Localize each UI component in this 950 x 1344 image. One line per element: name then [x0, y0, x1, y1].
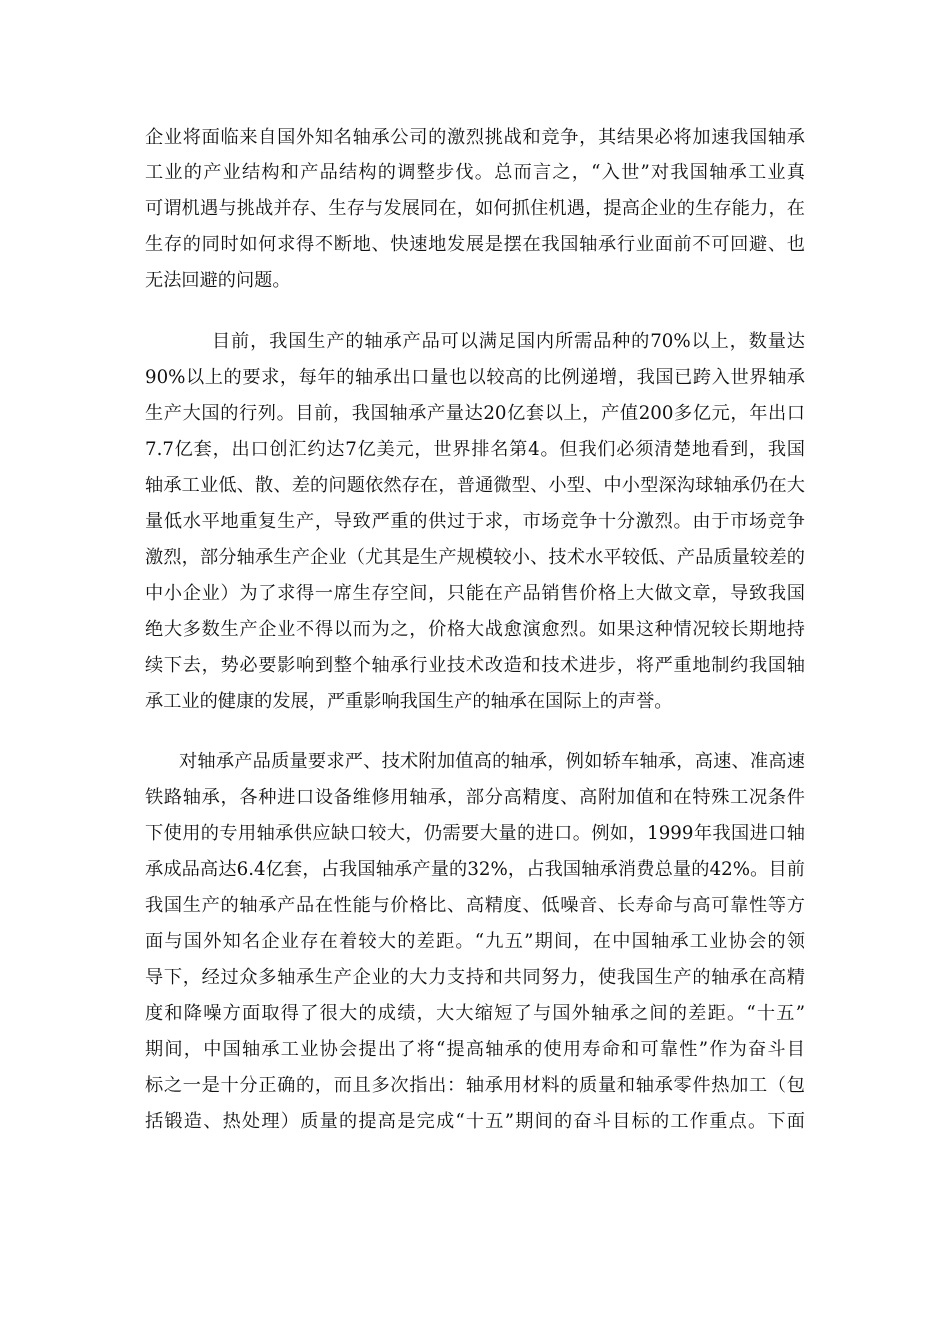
- text-line: 下使用的专用轴承供应缺口较大，仍需要大量的进口。例如，1999年我国进口轴: [145, 823, 805, 844]
- text-line: 无法回避的问题。: [145, 270, 291, 291]
- text-line: 绝大多数生产企业不得以而为之，价格大战愈演愈烈。如果这种情况较长期地持: [145, 619, 805, 640]
- text-line: 承成品高达6.4亿套，占我国轴承产量的32%，占我国轴承消费总量的42%。目前: [145, 859, 805, 880]
- text-line: 生产大国的行列。目前，我国轴承产量达20亿套以上，产值200多亿元，年出口: [145, 403, 805, 424]
- text-line: 对轴承产品质量要求严、技术附加值高的轴承，例如轿车轴承，高速、准高速: [179, 751, 805, 772]
- text-line: 7.7亿套，出口创汇约达7亿美元，世界排名第4。但我们必须清楚地看到，我国: [145, 439, 805, 460]
- text-line: 铁路轴承，各种进口设备维修用轴承，部分高精度、高附加值和在特殊工况条件: [145, 787, 805, 808]
- text-line: 量低水平地重复生产，导致严重的供过于求，市场竞争十分激烈。由于市场竞争: [145, 511, 805, 532]
- text-line: 生存的同时如何求得不断地、快速地发展是摆在我国轴承行业面前不可回避、也: [145, 234, 805, 255]
- text-line: 激烈，部分轴承生产企业（尤其是生产规模较小、技术水平较低、产品质量较差的: [145, 547, 805, 568]
- text-line: 目前，我国生产的轴承产品可以满足国内所需品种的70%以上，数量达: [212, 331, 805, 352]
- text-line: 续下去，势必要影响到整个轴承行业技术改造和技术进步，将严重地制约我国轴: [145, 655, 805, 676]
- text-line: 轴承工业低、散、差的问题依然存在，普通微型、小型、中小型深沟球轴承仍在大: [145, 475, 805, 496]
- text-line: 括锻造、热处理）质量的提高是完成“十五”期间的奋斗目标的工作重点。下面: [145, 1111, 805, 1132]
- text-line: 期间，中国轴承工业协会提出了将“提高轴承的使用寿命和可靠性”作为奋斗目: [145, 1039, 805, 1060]
- text-line: 工业的产业结构和产品结构的调整步伐。总而言之，“入世”对我国轴承工业真: [145, 162, 805, 183]
- text-line: 标之一是十分正确的，而且多次指出：轴承用材料的质量和轴承零件热加工（包: [145, 1075, 805, 1096]
- text-line: 度和降噪方面取得了很大的成绩，大大缩短了与国外轴承之间的差距。“十五”: [145, 1003, 805, 1024]
- text-line: 企业将面临来自国外知名轴承公司的激烈挑战和竞争，其结果必将加速我国轴承: [145, 127, 805, 148]
- text-line: 中小企业）为了求得一席生存空间，只能在产品销售价格上大做文章，导致我国: [145, 583, 805, 604]
- text-line: 我国生产的轴承产品在性能与价格比、高精度、低噪音、长寿命与高可靠性等方: [145, 895, 805, 916]
- text-line: 90%以上的要求，每年的轴承出口量也以较高的比例递增，我国已跨入世界轴承: [145, 367, 805, 388]
- text-line: 导下，经过众多轴承生产企业的大力支持和共同努力，使我国生产的轴承在高精: [145, 967, 805, 988]
- text-line: 承工业的健康的发展，严重影响我国生产的轴承在国际上的声誉。: [145, 691, 673, 712]
- text-line: 面与国外知名企业存在着较大的差距。“九五”期间，在中国轴承工业协会的领: [145, 931, 805, 952]
- text-line: 可谓机遇与挑战并存、生存与发展同在，如何抓住机遇，提高企业的生存能力，在: [145, 198, 805, 219]
